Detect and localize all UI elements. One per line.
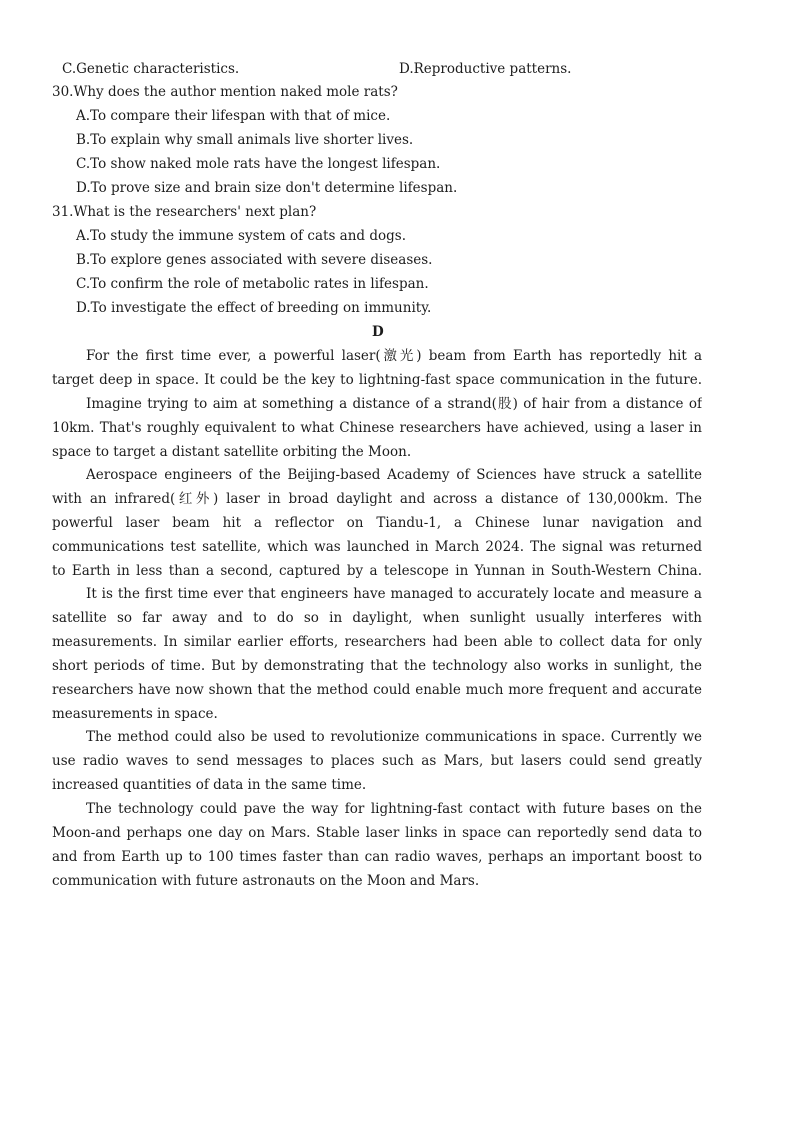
passage-line: The method could also be used to revolutionize communications in space. Currently we [86, 729, 702, 745]
passage-line: Moon-and perhaps one day on Mars. Stable laser links in space can reportedly send data to [52, 825, 702, 841]
passage-line: The technology could pave the way for lightning-fast contact with future bases on the [86, 801, 702, 817]
passage-line: measurements. In similar earlier efforts, researchers had been able to collect data for only [52, 634, 702, 650]
passage-line: use radio waves to send messages to places such as Mars, but lasers could send greatly [52, 753, 702, 769]
passage-line: target deep in space. It could be the key to lightning-fast space communication in the future. [52, 372, 702, 388]
passage-heading: D [372, 324, 384, 340]
passage-line: 10km. That's roughly equivalent to what Chinese researchers have achieved, using a laser in [52, 420, 702, 436]
passage-line: increased quantities of data in the same time. [52, 777, 367, 793]
q29-option-d: D.Reproductive patterns. [399, 61, 572, 77]
passage-line: short periods of time. But by demonstrating that the technology also works in sunlight, the [52, 658, 702, 674]
q31-option-d: D.To investigate the effect of breeding on immunity. [76, 300, 432, 316]
passage-line: to Earth in less than a second, captured by a telescope in Yunnan in South-Western China. [52, 563, 702, 579]
passage-line: It is the first time ever that engineers have managed to accurately locate and measure a [86, 586, 702, 602]
q31-stem: 31.What is the researchers' next plan? [52, 204, 317, 220]
passage-line: satellite so far away and to do so in daylight, when sunlight usually interferes with [52, 610, 702, 626]
q30-stem: 30.Why does the author mention naked mole rats? [52, 84, 398, 100]
passage-line: communication with future astronauts on the Moon and Mars. [52, 873, 480, 889]
passage-line: with an infrared(红外) laser in broad daylight and across a distance of 130,000km. The [52, 491, 702, 507]
passage-line: space to target a distant satellite orbiting the Moon. [52, 444, 412, 460]
q31-option-c: C.To confirm the role of metabolic rates in lifespan. [76, 276, 429, 292]
q30-option-d: D.To prove size and brain size don't determine lifespan. [76, 180, 458, 196]
passage-line: researchers have now shown that the method could enable much more frequent and accurate [52, 682, 702, 698]
passage-line: and from Earth up to 100 times faster than can radio waves, perhaps an important boost to [52, 849, 702, 865]
passage-line: communications test satellite, which was launched in March 2024. The signal was returned [52, 539, 702, 555]
q30-option-c: C.To show naked mole rats have the longest lifespan. [76, 156, 441, 172]
passage-line: powerful laser beam hit a reflector on Tiandu-1, a Chinese lunar navigation and [52, 515, 702, 531]
passage-line: measurements in space. [52, 706, 218, 722]
q30-option-b: B.To explain why small animals live shorter lives. [76, 132, 414, 148]
q30-option-a: A.To compare their lifespan with that of mice. [76, 108, 391, 124]
q31-option-a: A.To study the immune system of cats and dogs. [76, 228, 406, 244]
q31-option-b: B.To explore genes associated with severe diseases. [76, 252, 433, 268]
passage-line: Imagine trying to aim at something a distance of a strand(股) of hair from a distance of [86, 396, 702, 412]
passage-line: For the first time ever, a powerful laser(激光) beam from Earth has reportedly hit a [86, 348, 702, 364]
passage-line: Aerospace engineers of the Beijing-based Academy of Sciences have struck a satellite [86, 467, 702, 483]
q29-option-c: C.Genetic characteristics. [62, 61, 240, 77]
